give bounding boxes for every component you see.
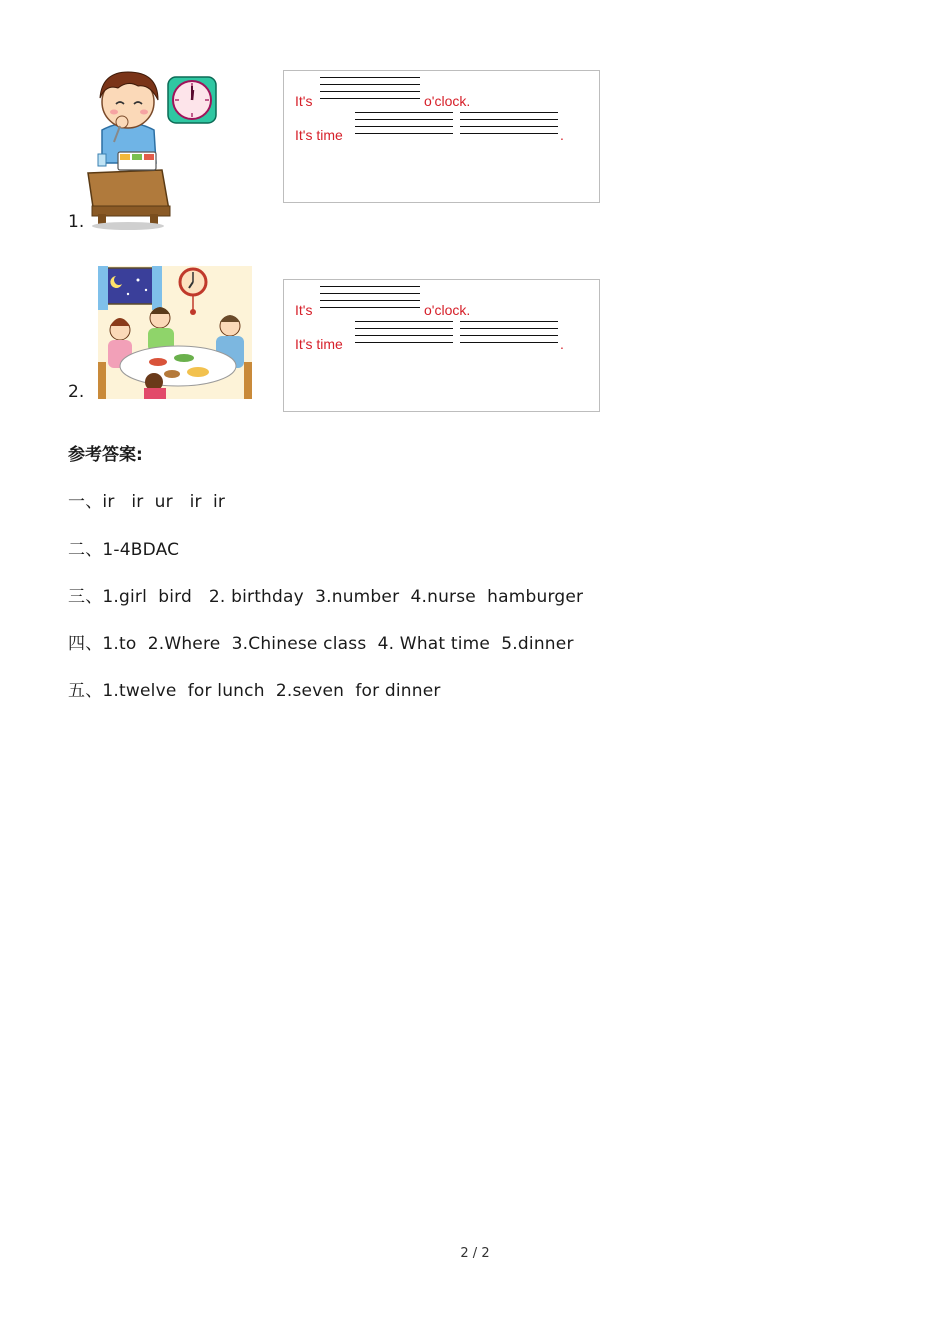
prompt-period: . [560, 336, 564, 352]
answer-line-1: 一、ir ir ur ir ir [68, 492, 226, 512]
answer-line-4: 四、1.to 2.Where 3.Chinese class 4. What time 5.dinner [68, 634, 574, 654]
prompt-period: . [560, 127, 564, 143]
family-dinner-illustration [98, 266, 252, 399]
prompt-its-time: It's time [295, 336, 343, 352]
answer-line-2: 二、1-4BDAC [68, 540, 180, 560]
activity-writing-lines-b[interactable] [460, 112, 558, 134]
hour-writing-lines[interactable] [320, 77, 420, 99]
boy-eating-lunch-illustration [84, 68, 224, 230]
hour-writing-lines[interactable] [320, 286, 420, 308]
question-number-1: 1. [68, 212, 85, 232]
activity-writing-lines-a[interactable] [355, 112, 453, 134]
prompt-its-time: It's time [295, 127, 343, 143]
prompt-oclock: o'clock. [424, 302, 471, 318]
activity-writing-lines-b[interactable] [460, 321, 558, 343]
activity-writing-lines-a[interactable] [355, 321, 453, 343]
answer-box-1 [283, 70, 600, 203]
prompt-oclock: o'clock. [424, 93, 471, 109]
answer-box-2 [283, 279, 600, 412]
answer-line-5: 五、1.twelve for lunch 2.seven for dinner [68, 681, 441, 701]
page-number: 2 / 2 [460, 1246, 490, 1261]
answer-key-title: 参考答案: [68, 445, 143, 465]
answer-line-3: 三、1.girl bird 2. birthday 3.number 4.nurse hamburger [68, 587, 584, 607]
prompt-its: It's [295, 302, 313, 318]
prompt-its: It's [295, 93, 313, 109]
question-number-2: 2. [68, 382, 85, 402]
